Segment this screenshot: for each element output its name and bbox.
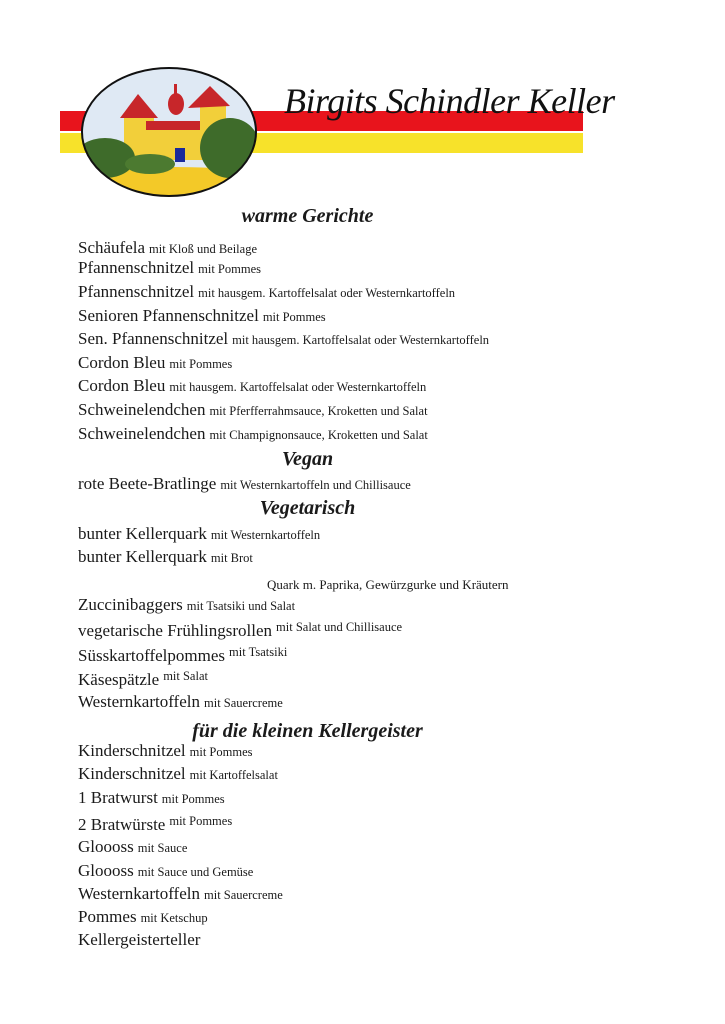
dish-name: Käsespätzle bbox=[78, 670, 160, 689]
dish-name: Kellergeisterteller bbox=[78, 930, 201, 949]
dish-name: Sen. Pfannenschnitzel bbox=[78, 329, 229, 348]
dish-description: mit Kloß und Beilage bbox=[149, 242, 258, 256]
dish-name: Westernkartoffeln bbox=[78, 692, 200, 711]
dish-description: mit Westernkartoffeln und Chillisauce bbox=[220, 478, 411, 492]
menu-item bbox=[78, 595, 295, 615]
dish-description: mit Sauercreme bbox=[204, 888, 283, 902]
menu-item bbox=[78, 424, 428, 444]
dish-name: Cordon Bleu bbox=[78, 376, 166, 395]
menu-item bbox=[78, 645, 287, 666]
section-heading: für die kleinen Kellergeister bbox=[192, 720, 423, 742]
dish-description: mit Pommes bbox=[169, 814, 233, 828]
dish-description: mit Pommes bbox=[189, 745, 253, 759]
dish-name: bunter Kellerquark bbox=[78, 547, 207, 566]
dish-description: mit Tsatsiki bbox=[229, 645, 288, 659]
menu-item bbox=[78, 258, 261, 278]
dish-description: mit Pommes bbox=[262, 310, 326, 324]
dish-description: mit hausgem. Kartoffelsalat oder Westernkartoffeln bbox=[232, 333, 490, 347]
dish-name: 2 Bratwürste bbox=[78, 815, 166, 834]
section-heading: warme Gerichte bbox=[241, 205, 374, 227]
menu-item bbox=[78, 474, 411, 494]
dish-description: mit Salat und Chillisauce bbox=[276, 620, 403, 634]
menu-item bbox=[78, 282, 455, 302]
dish-description: mit hausgem. Kartoffelsalat oder Westernkartoffeln bbox=[198, 286, 456, 300]
dish-name: Pommes bbox=[78, 907, 137, 926]
menu-item bbox=[78, 741, 253, 761]
menu-item bbox=[78, 376, 426, 396]
dish-description: mit Pferfferrahmsauce, Kroketten und Salat bbox=[209, 404, 428, 418]
dish-description: mit Champignonsauce, Kroketten und Salat bbox=[209, 428, 428, 442]
menu-item bbox=[78, 620, 402, 641]
dish-name: Schweinelendchen bbox=[78, 424, 206, 443]
dish-name: Schäufela bbox=[78, 238, 146, 257]
dish-name: Senioren Pfannenschnitzel bbox=[78, 306, 259, 325]
menu-item bbox=[78, 306, 326, 326]
dish-description: mit Salat bbox=[163, 669, 208, 683]
dish-name: rote Beete-Bratlinge bbox=[78, 474, 217, 493]
menu-item bbox=[78, 669, 208, 690]
dish-name: Westernkartoffeln bbox=[78, 884, 200, 903]
menu-item bbox=[78, 238, 257, 258]
dish-name: Cordon Bleu bbox=[78, 353, 166, 372]
dish-description: mit Pommes bbox=[161, 792, 225, 806]
menu-item bbox=[78, 861, 253, 881]
dish-name: vegetarische Frühlingsrollen bbox=[78, 621, 273, 640]
dish-description: mit Kartoffelsalat bbox=[189, 768, 278, 782]
dish-description: mit Westernkartoffeln bbox=[210, 528, 321, 542]
castle-logo bbox=[80, 66, 258, 198]
dish-name: Zuccinibaggers bbox=[78, 595, 183, 614]
menu-item bbox=[78, 329, 489, 349]
dish-note: Quark m. Paprika, Gewürzgurke und Kräutern bbox=[267, 577, 509, 592]
restaurant-name: Birgits Schindler Keller bbox=[284, 81, 615, 121]
dish-name: Pfannenschnitzel bbox=[78, 258, 195, 277]
dish-description: mit Tsatsiki und Salat bbox=[186, 599, 296, 613]
menu-item bbox=[78, 837, 187, 857]
dish-description: mit Pommes bbox=[198, 262, 261, 276]
menu-item bbox=[78, 907, 208, 927]
menu-item bbox=[78, 884, 283, 904]
menu-item bbox=[78, 814, 232, 835]
dish-description: mit hausgem. Kartoffelsalat oder Westernkartoffeln bbox=[169, 380, 427, 394]
dish-description: mit Sauce bbox=[137, 841, 188, 855]
dish-name: Süsskartoffelpommes bbox=[78, 646, 226, 665]
dish-name: Kinderschnitzel bbox=[78, 764, 186, 783]
dish-name: bunter Kellerquark bbox=[78, 524, 207, 543]
menu-item bbox=[78, 353, 232, 373]
menu-item bbox=[78, 788, 225, 808]
dish-name: Gloooss bbox=[78, 837, 134, 856]
dish-description: mit Sauercreme bbox=[204, 696, 283, 710]
dish-name: Schweinelendchen bbox=[78, 400, 206, 419]
menu-item bbox=[78, 400, 428, 420]
dish-name: Pfannenschnitzel bbox=[78, 282, 195, 301]
dish-description: mit Pommes bbox=[169, 357, 233, 371]
menu-item bbox=[78, 524, 320, 544]
dish-description: mit Brot bbox=[210, 551, 253, 565]
menu-item bbox=[78, 930, 200, 950]
section-heading: Vegetarisch bbox=[259, 497, 356, 519]
menu-item bbox=[78, 764, 278, 784]
menu-item bbox=[78, 692, 283, 712]
dish-name: Kinderschnitzel bbox=[78, 741, 186, 760]
dish-name: Gloooss bbox=[78, 861, 134, 880]
section-heading: Vegan bbox=[281, 448, 334, 470]
dish-description: mit Sauce und Gemüse bbox=[137, 865, 254, 879]
menu-item bbox=[78, 547, 253, 567]
dish-description: mit Ketschup bbox=[140, 911, 208, 925]
dish-name: 1 Bratwurst bbox=[78, 788, 158, 807]
